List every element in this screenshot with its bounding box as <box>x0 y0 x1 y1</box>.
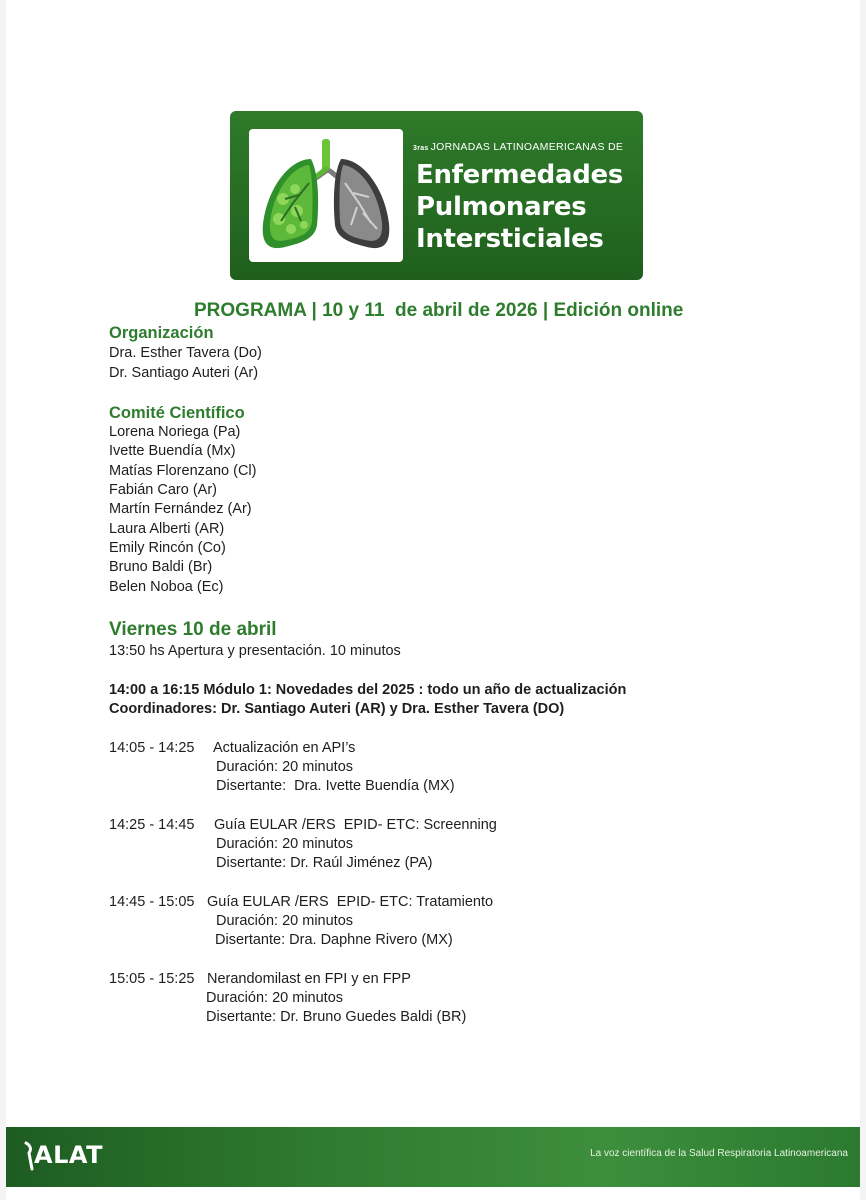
session-duration: Duración: 20 minutos <box>206 990 344 1006</box>
day-heading: Viernes 10 de abril <box>109 619 277 640</box>
alat-logo <box>22 1141 103 1171</box>
comite-member: Bruno Baldi (Br) <box>109 559 213 575</box>
alat-logo-text: ALAT <box>34 1141 103 1169</box>
banner-line-2: Pulmonares <box>416 192 587 222</box>
organizacion-heading: Organización <box>109 324 214 342</box>
opening-line: 13:50 hs Apertura y presentación. 10 minutos <box>109 643 401 659</box>
footer-tagline: La voz científica de la Salud Respiratoria Latinoamericana <box>590 1148 848 1159</box>
session-topic: Guía EULAR /ERS EPID- ETC: Screenning <box>214 817 497 833</box>
comite-heading: Comité Científico <box>109 404 245 422</box>
comite-member: Fabián Caro (Ar) <box>109 482 217 498</box>
comite-member: Martín Fernández (Ar) <box>109 501 252 517</box>
module-coordinators: Coordinadores: Dr. Santiago Auteri (AR) y Dra. Esther Tavera (DO) <box>109 701 565 717</box>
banner-title <box>413 141 624 255</box>
banner-kicker <box>413 141 623 153</box>
session-speaker: Disertante: Dra. Daphne Rivero (MX) <box>215 932 453 948</box>
session-speaker: Disertante: Dr. Raúl Jiménez (PA) <box>216 855 433 871</box>
module-title: 14:00 a 16:15 Módulo 1: Novedades del 2025 : todo un año de actualización <box>109 682 627 698</box>
session-speaker: Disertante: Dr. Bruno Guedes Baldi (BR) <box>206 1009 467 1025</box>
comite-member: Matías Florenzano (Cl) <box>109 463 257 479</box>
comite-member: Ivette Buendía (Mx) <box>109 443 236 459</box>
banner-kicker-text: JORNADAS LATINOAMERICANAS DE <box>430 141 624 153</box>
banner-line-1: Enfermedades <box>416 160 624 190</box>
session-time: 14:25 - 14:45 <box>109 817 195 833</box>
organizer-1: Dra. Esther Tavera (Do) <box>109 345 262 361</box>
comite-member: Belen Noboa (Ec) <box>109 579 224 595</box>
session-duration: Duración: 20 minutos <box>216 759 354 775</box>
organizer-2: Dr. Santiago Auteri (Ar) <box>109 365 259 381</box>
session-time: 14:05 - 14:25 <box>109 740 195 756</box>
banner-line-3: Intersticiales <box>416 224 604 254</box>
comite-member: Lorena Noriega (Pa) <box>109 424 241 440</box>
comite-member: Emily Rincón (Co) <box>109 540 226 556</box>
event-banner <box>230 111 643 280</box>
session-topic: Actualización en API’s <box>213 740 356 756</box>
session-time: 15:05 - 15:25 <box>109 971 195 987</box>
comite-member: Laura Alberti (AR) <box>109 521 225 537</box>
program-header: PROGRAMA | 10 y 11 de abril de 2026 | Edición online <box>194 300 684 321</box>
session-duration: Duración: 20 minutos <box>216 836 354 852</box>
session-time: 14:45 - 15:05 <box>109 894 195 910</box>
session-duration: Duración: 20 minutos <box>216 913 354 929</box>
session-topic: Guía EULAR /ERS EPID- ETC: Tratamiento <box>207 894 494 910</box>
session-speaker: Disertante: Dra. Ivette Buendía (MX) <box>216 778 455 794</box>
lungs-illustration <box>249 129 403 262</box>
footer-bar <box>6 1127 860 1187</box>
banner-ordinal: 3ras <box>413 145 429 152</box>
session-topic: Nerandomilast en FPI y en FPP <box>207 971 411 987</box>
lungs-icon <box>249 129 403 262</box>
